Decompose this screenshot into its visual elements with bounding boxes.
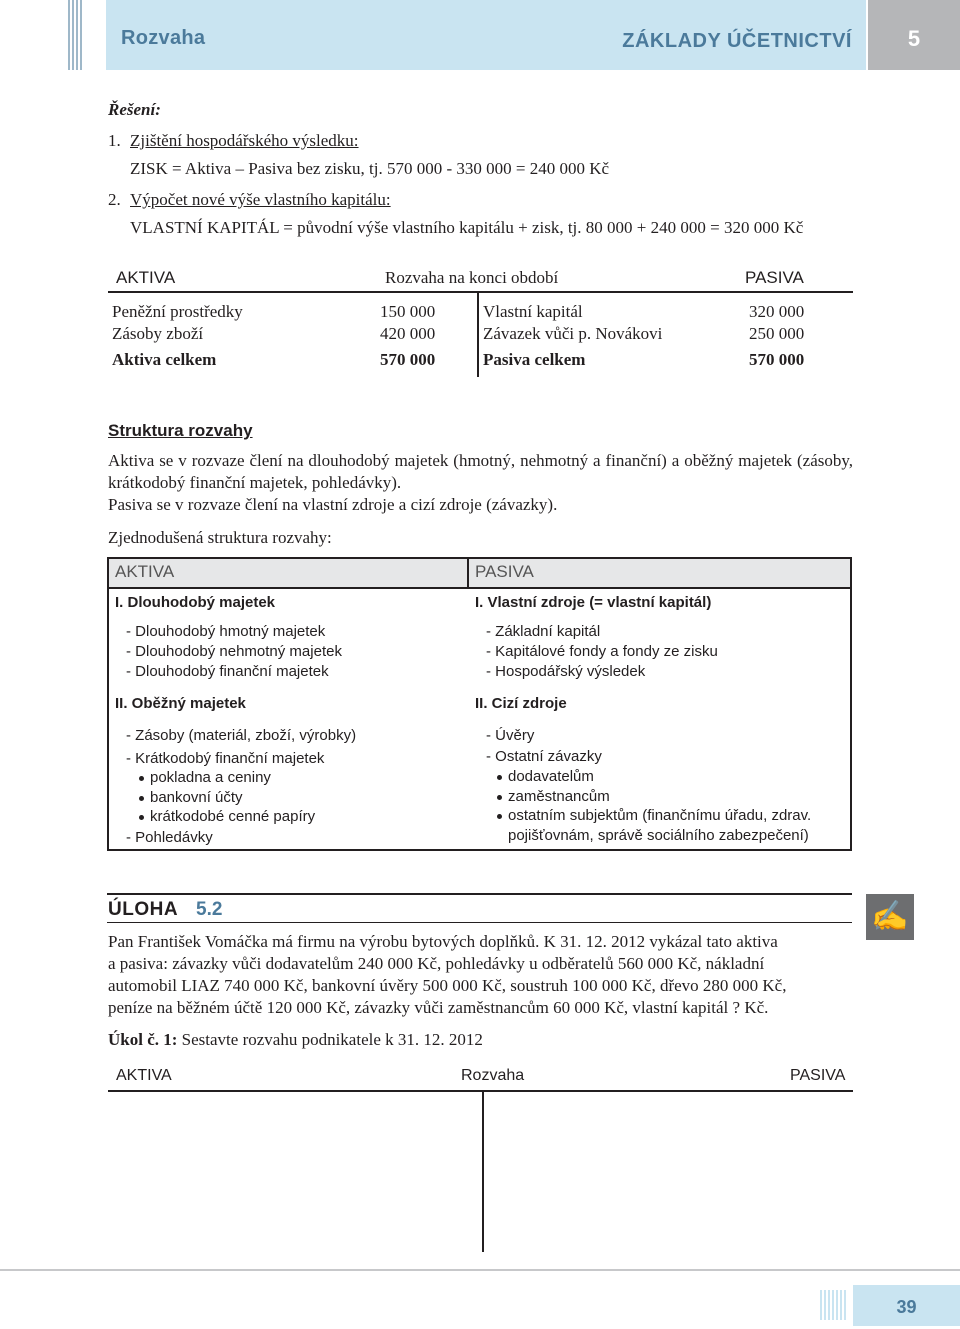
bullet-icon: [497, 775, 502, 780]
pasiva-total-value: 570 000: [749, 350, 805, 369]
aktiva-label: AKTIVA: [116, 268, 176, 287]
structure-paragraph: Aktiva se v rozvaze člení na dlouhodobý majetek (hmotný, nehmotný a finanční) a oběžný majetek (zásoby, krátkodobý finanční majetek, pohledávky).: [108, 451, 853, 492]
task-text-line: a pasiva: závazky vůči dodavatelům 240 000 Kč, pohledávky u odběratelů 560 000 Kč, nákladní: [108, 954, 765, 973]
pasiva-item: Závazek vůči p. Novákovi: [483, 324, 663, 343]
aktiva-list-item: - Dlouhodobý nehmotný majetek: [126, 643, 342, 660]
header-book-title: ZÁKLADY ÚČETNICTVÍ: [622, 30, 852, 52]
balance-title: Rozvaha: [461, 1067, 525, 1084]
pasiva-label: PASIVA: [790, 1067, 846, 1084]
aktiva-total-value: 570 000: [380, 350, 436, 369]
aktiva-list-item: - Zásoby (materiál, zboží, výrobky): [126, 727, 357, 744]
aktiva-item: Zásoby zboží: [112, 324, 204, 343]
aktiva-list-item: - Dlouhodobý hmotný majetek: [126, 623, 326, 640]
assignment-label: Úkol č. 1:: [108, 1030, 178, 1049]
structure-table: [107, 557, 852, 851]
pasiva-group-title: II. Cizí zdroje: [475, 695, 567, 712]
aktiva-column-head: AKTIVA: [115, 562, 175, 581]
pasiva-value: 320 000: [749, 302, 805, 321]
pasiva-list-item: - Hospodářský výsledek: [486, 663, 646, 680]
pencil-hand-icon: ✍: [866, 894, 914, 940]
structure-paragraph: Pasiva se v rozvaze člení na vlastní zdroje a cizí zdroje (závazky).: [108, 495, 558, 514]
pasiva-list-item: - Ostatní závazky: [486, 748, 602, 765]
step-number: 1.: [108, 131, 121, 150]
pasiva-bullet-item: [497, 807, 811, 825]
assignment-text: Sestavte rozvahu podnikatele k 31. 12. 2012: [177, 1030, 483, 1049]
aktiva-group-title: II. Oběžný majetek: [115, 695, 246, 712]
page-header: [0, 0, 960, 70]
step-body: VLASTNÍ KAPITÁL = původní výše vlastního kapitálu + zisk, tj. 80 000 + 240 000 = 320 000 Kč: [130, 218, 804, 237]
bullet-icon: [139, 796, 144, 801]
empty-balance-center-rule: [482, 1092, 484, 1252]
bullet-icon: [139, 815, 144, 820]
pasiva-list-item: - Základní kapitál: [486, 623, 601, 640]
aktiva-value: 420 000: [380, 324, 436, 343]
balance-title: Rozvaha na konci období: [385, 268, 559, 287]
empty-balance-top-rule: [108, 1090, 853, 1092]
page-number: 39: [853, 1285, 960, 1326]
aktiva-group-title: I. Dlouhodobý majetek: [115, 594, 276, 611]
bullet-text: bankovní účty: [150, 789, 243, 806]
task-text-line: peníze na běžném účtě 120 000 Kč, závazky vůči zaměstnancům 60 000 Kč, vlastní kapitál ? Kč.: [108, 998, 769, 1017]
pasiva-list-item: - Úvěry: [486, 727, 535, 744]
aktiva-value: 150 000: [380, 302, 436, 321]
bullet-icon: [497, 814, 502, 819]
task-text-line: Pan František Vomáčka má firmu na výrobu bytových doplňků. K 31. 12. 2012 vykázal tato aktiva: [108, 932, 778, 951]
pasiva-list-item: - Kapitálové fondy a fondy ze zisku: [486, 643, 718, 660]
aktiva-bullet-item: [139, 789, 243, 807]
bullet-text: pokladna a ceniny: [150, 769, 271, 786]
assignment: [108, 1030, 483, 1050]
aktiva-total-label: Aktiva celkem: [112, 350, 217, 369]
task-number: 5.2: [196, 899, 223, 920]
bullet-text: ostatním subjektům (finančnímu úřadu, zdrav.: [508, 807, 812, 824]
pasiva-group-title: I. Vlastní zdroje (= vlastní kapitál): [475, 594, 712, 611]
step-title: Výpočet nové výše vlastního kapitálu:: [130, 190, 391, 209]
balance-center-rule: [477, 293, 479, 377]
chapter-number-badge: 5: [868, 0, 960, 70]
bullet-text: zaměstnancům: [508, 788, 610, 805]
header-decorative-lines: [68, 0, 82, 70]
aktiva-bullet-item: [139, 769, 271, 787]
header-section-title: Rozvaha: [121, 27, 206, 49]
aktiva-list-item: - Krátkodobý finanční majetek: [126, 750, 325, 767]
aktiva-bullet-item: [139, 808, 315, 826]
footer-rule: [0, 1269, 960, 1271]
bullet-icon: [497, 795, 502, 800]
task-label: ÚLOHA: [108, 899, 179, 920]
step-number: 2.: [108, 190, 121, 209]
aktiva-label: AKTIVA: [116, 1067, 172, 1084]
simplified-structure-label: Zjednodušená struktura rozvahy:: [108, 528, 332, 547]
pasiva-bullet-item: [497, 788, 610, 806]
pasiva-bullet-item: [497, 768, 594, 786]
step-title: Zjištění hospodářského výsledku:: [130, 131, 359, 150]
task-top-rule: [107, 893, 852, 895]
footer-decorative-lines: [820, 1290, 848, 1320]
pasiva-label: PASIVA: [745, 268, 804, 287]
bullet-text: dodavatelům: [508, 768, 594, 785]
aktiva-list-item: - Pohledávky: [126, 829, 213, 846]
task-text-line: automobil LIAZ 740 000 Kč, bankovní úvěry 500 000 Kč, soustruh 100 000 Kč, dřevo 280 000 Kč,: [108, 976, 787, 995]
pasiva-column-head: PASIVA: [475, 562, 534, 581]
bullet-icon: [139, 776, 144, 781]
pasiva-item: Vlastní kapitál: [483, 302, 583, 321]
structure-table-header: [109, 559, 850, 589]
section-heading: Struktura rozvahy: [108, 421, 253, 440]
pasiva-value: 250 000: [749, 324, 805, 343]
aktiva-item: Peněžní prostředky: [112, 302, 243, 321]
pasiva-total-label: Pasiva celkem: [483, 350, 586, 369]
solution-label: Řešení:: [108, 100, 161, 119]
bullet-text: krátkodobé cenné papíry: [150, 808, 316, 825]
aktiva-list-item: - Dlouhodobý finanční majetek: [126, 663, 329, 680]
pasiva-list-continuation: pojišťovnám, správě sociálního zabezpečení): [508, 827, 809, 844]
step-body: ZISK = Aktiva – Pasiva bez zisku, tj. 570 000 - 330 000 = 240 000 Kč: [130, 159, 610, 178]
task-bottom-rule: [107, 922, 852, 923]
header-divider: [467, 559, 469, 587]
balance-top-rule: [108, 291, 853, 293]
